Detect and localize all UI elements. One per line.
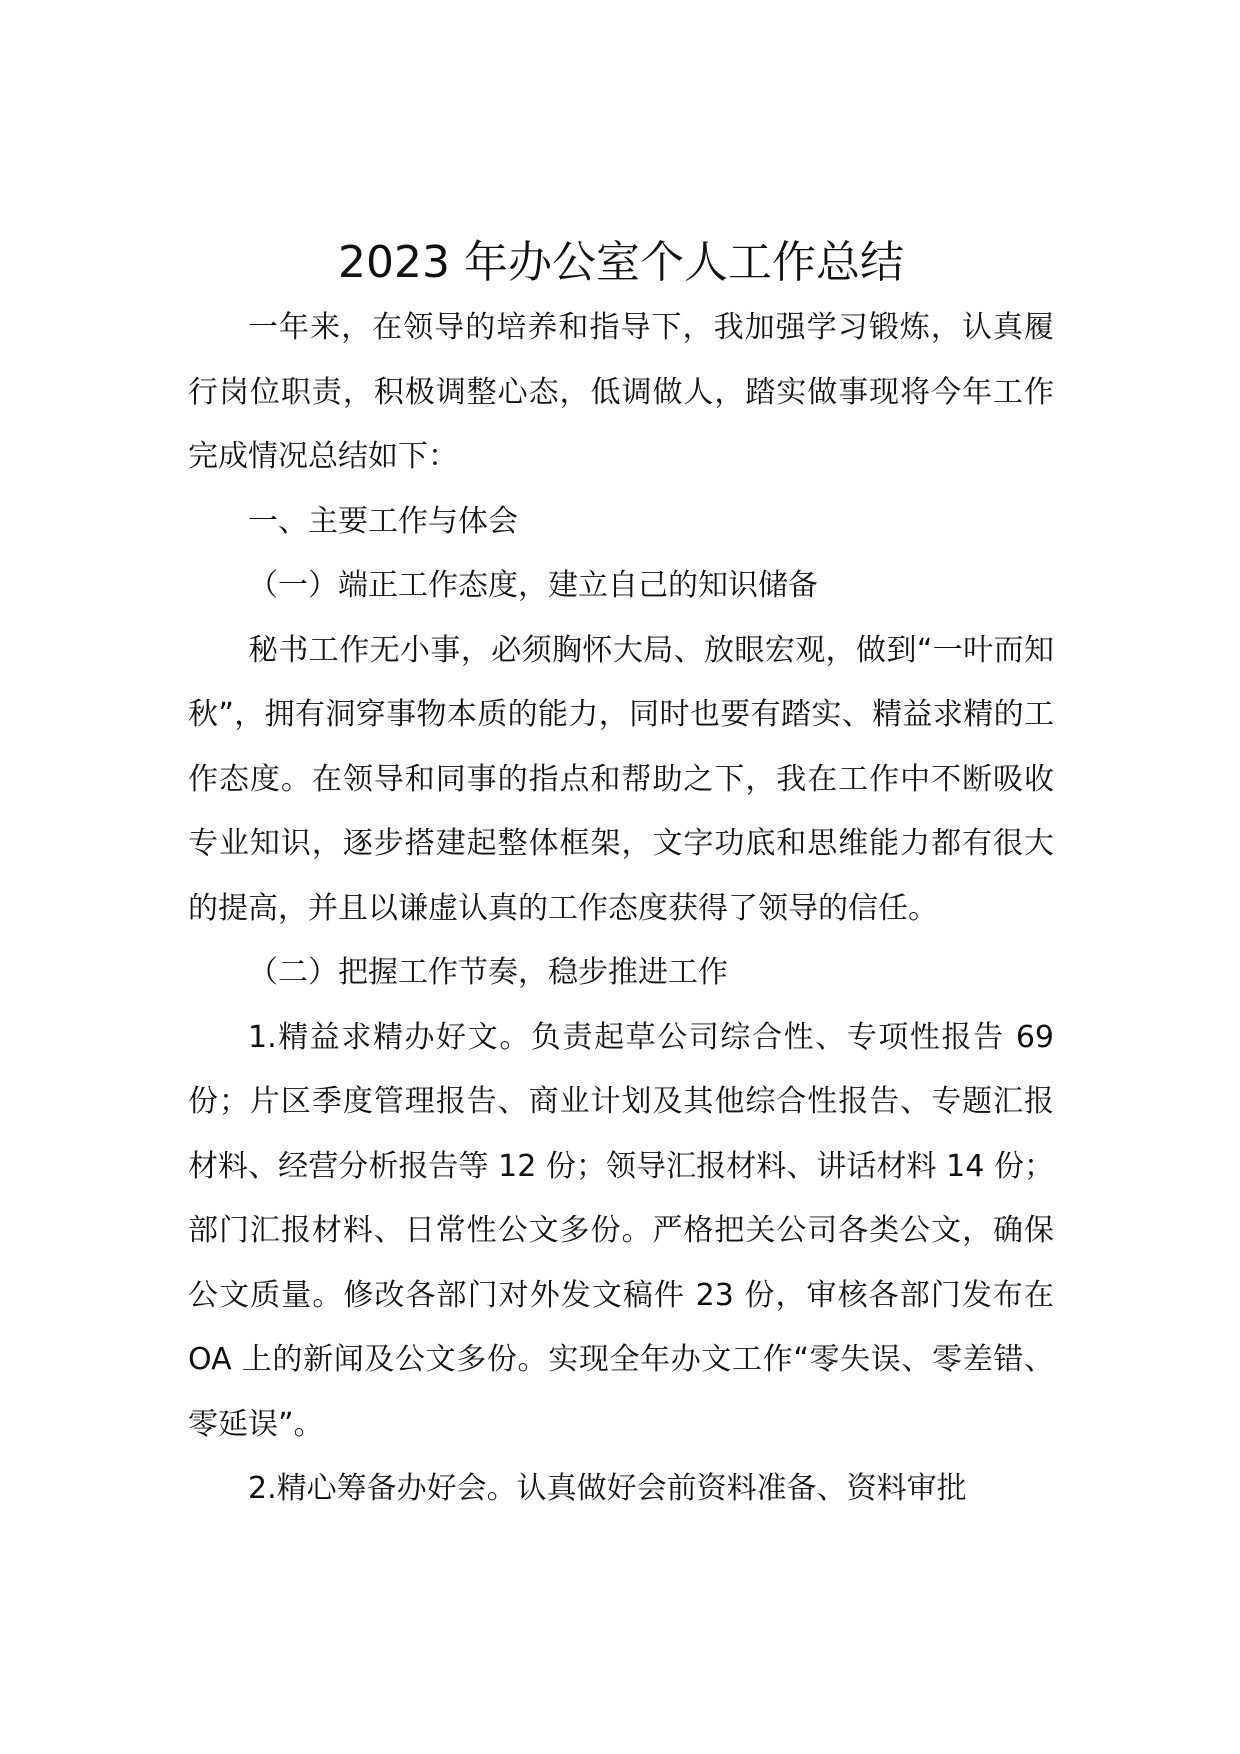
intro-paragraph: 一年来，在领导的培养和指导下，我加强学习锻炼，认真履行岗位职责，积极调整心态，低调做人，踏实做事现将今年工作完成情况总结如下： bbox=[188, 310, 1054, 474]
document-title: 2023 年办公室个人工作总结 bbox=[338, 237, 904, 288]
subsection-heading-rhythm: （二）把握工作节奏，稳步推进工作 bbox=[248, 955, 728, 990]
subsection-heading-attitude: （一）端正工作态度，建立自己的知识储备 bbox=[248, 568, 818, 603]
meetings-work-paragraph: 2.精心筹备办好会。认真做好会前资料准备、资料审批 bbox=[248, 1471, 967, 1506]
documents-work-paragraph: 1.精益求精办好文。负责起草公司综合性、专项性报告 69 份；片区季度管理报告、商业计划及其他综合性报告、专题汇报材料、经营分析报告等 12 份；领导汇报材料、讲话材料 14 份；部门汇报材料、日常性公文多份。严格把关公司各类公文，确保公文质量。修改各部门对外发文稿件 23 份，审核各部门发布在 OA 上的新闻及公文多份。实现全年办文工作“零失误、零差错、零延误”。 bbox=[188, 1019, 1054, 1442]
section-heading-main-work: 一、主要工作与体会 bbox=[248, 503, 518, 539]
document-body bbox=[188, 230, 1054, 1522]
attitude-paragraph: 秘书工作无小事，必须胸怀大局、放眼宏观，做到“一叶而知秋”，拥有洞穿事物本质的能力，同时也要有踏实、精益求精的工作态度。在领导和同事的指点和帮助之下，我在工作中不断吸收专业知识，逐步搭建起整体框架，文字功底和思维能力都有很大的提高，并且以谦虚认真的工作态度获得了领导的信任。 bbox=[188, 632, 1054, 926]
